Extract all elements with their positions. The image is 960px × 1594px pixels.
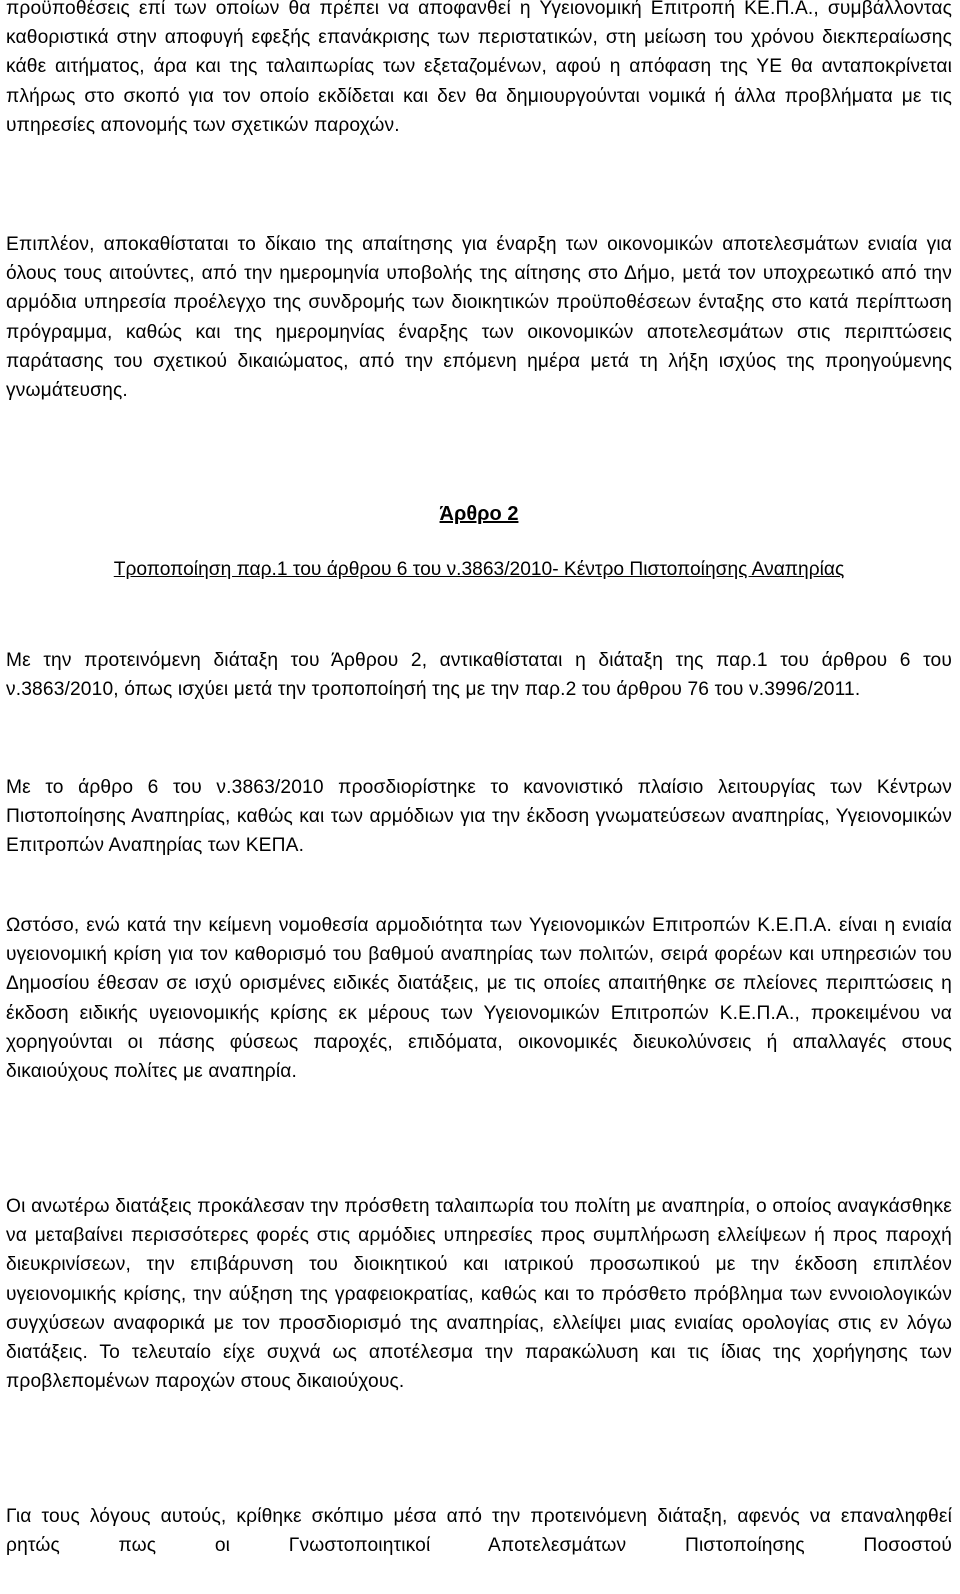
paragraph-financial-effects: Επιπλέον, αποκαθίσταται το δίκαιο της απαίτησης για έναρξη των οικονομικών αποτελεσμάτων ενιαία για όλους τους αιτούντες, από την ημερομηνία υποβολής της αίτησης στο Δήμο, μετά τον υποχρεωτικό από την αρμόδια υπηρεσία προέλεγχο της συνδρομής των διοικητικών προϋποθέσεων ένταξης στο κατά περίπτωση πρόγραμμα, καθώς και της ημερομηνίας έναρξης των οικονομικών αποτελεσμάτων στις περιπτώσεις παράτασης του σχετικού δικαιώματος, από την επόμενη ημέρα μετά τη λήξη ισχύος της προηγούμενης γνωμάτευσης. <box>6 234 952 402</box>
paragraph-burden: Οι ανωτέρω διατάξεις προκάλεσαν την πρόσθετη ταλαιπωρία του πολίτη με αναπηρία, ο οποίος αναγκάσθηκε να μεταβαίνει περισσότερες φορές στις αρμόδιες υπηρεσίες προς συμπλήρωση ελλείψεων ή προς παροχή διευκρινίσεων, την επιβάρυνση του διοικητικού και ιατρικού προσωπικού με την έκδοση επιπλέον υγειονομικής κρίσης, την αύξηση της γραφειοκρατίας, καθώς και το πρόσθετο πρόβλημα των εννοιολογικών συγχύσεων αναφορικά με τον προσδιορισμό της αναπηρίας, ελλείψει μιας ενιαίας ορολογίας στις εν λόγω διατάξεις. Το τελευταίο είχε συχνά ως αποτέλεσμα την παρακώλυση και τις ίδιας της χορήγησης των προβλεπομένων παροχών στους δικαιούχους. <box>6 1196 952 1393</box>
paragraph-proposed-provision: Με την προτεινόμενη διάταξη του Άρθρου 2, αντικαθίσταται η διάταξη της παρ.1 του άρθρου 6 του ν.3863/2010, όπως ισχύει μετά την τροποποίησή της με την παρ.2 του άρθρου 76 του ν.3996/2011. <box>6 650 952 701</box>
paragraph-reasons: Για τους λόγους αυτούς, κρίθηκε σκόπιμο μέσα από την προτεινόμενη διάταξη, αφενός να επαναληφθεί ρητώς πως οι Γνωστοποιητικοί Αποτελεσμάτων Πιστοποίησης Ποσοστού <box>6 1506 952 1557</box>
paragraph-however: Ωστόσο, ενώ κατά την κείμενη νομοθεσία αρμοδιότητα των Υγειονομικών Επιτροπών Κ.Ε.Π.Α. είναι η ενιαία υγειονομική κρίση για τον καθορισμό του βαθμού αναπηρίας των πολιτών, σειρά φορέων και υπηρεσιών του Δημοσίου έθεσαν σε ισχύ ορισμένες ειδικές διατάξεις, με τις οποίες απαιτήθηκε σε πλείονες περιπτώσεις η έκδοση ειδικής υγειονομικής κρίσης εκ μέρους των Υγειονομικών Επιτροπών Κ.Ε.Π.Α., προκειμένου να χορηγούνται οι πάσης φύσεως παροχές, επιδόματα, οικονομικές διευκολύνσεις ή απαλλαγές στους δικαιούχους πολίτες με αναπηρία. <box>6 915 952 1083</box>
article-subheading: Τροποποίηση παρ.1 του άρθρου 6 του ν.3863/2010- Κέντρο Πιστοποίησης Αναπηρίας <box>113 559 845 580</box>
paragraph-article-6: Με το άρθρο 6 του ν.3863/2010 προσδιορίστηκε το κανονιστικό πλαίσιο λειτουργίας των Κέντρων Πιστοποίησης Αναπηρίας, καθώς και των αρμόδιων για την έκδοση γνωματεύσεων αναπηρίας, Υγειονομικών Επιτροπών Αναπηρίας των ΚΕΠΑ. <box>6 777 952 857</box>
article-heading: Άρθρο 2 <box>439 503 519 525</box>
paragraph-continued-text: προϋποθέσεις επί των οποίων θα πρέπει να αποφανθεί η Υγειονομική Επιτροπή ΚΕ.Π.Α., συμβάλλοντας καθοριστικά στην αποφυγή εφεξής επανάκρισης των περιστατικών, στη μείωση του χρόνου διεκπεραίωσης κάθε αιτήματος, άρα και της ταλαιπωρίας των εξεταζομένων, αφού η απόφαση της ΥΕ θα ανταποκρίνεται πλήρως στο σκοπό για τον οποίο εκδίδεται και δεν θα δημιουργούνται νομικά ή άλλα προβλήματα με τις υπηρεσίες απονομής των σχετικών παροχών. <box>6 0 952 136</box>
